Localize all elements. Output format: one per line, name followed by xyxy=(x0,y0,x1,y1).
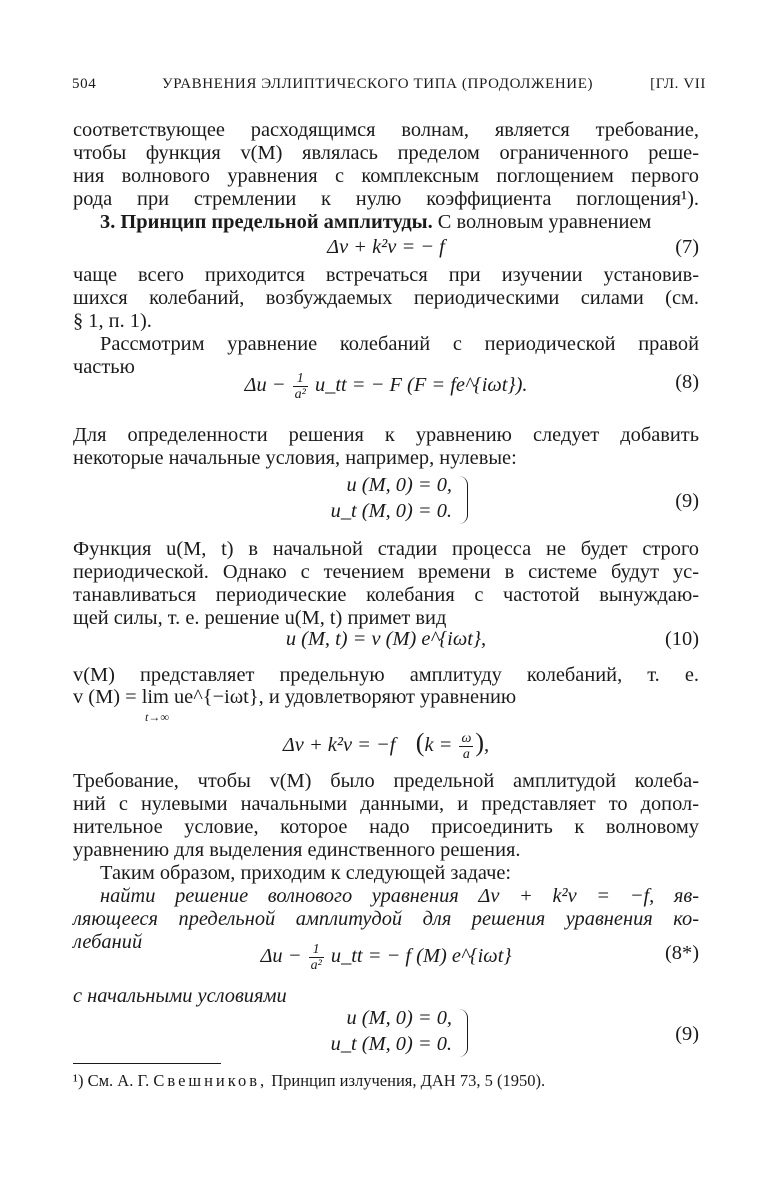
chapter-label: [ГЛ. VII xyxy=(650,76,706,92)
text-line xyxy=(73,211,699,234)
equation-number: (9) xyxy=(675,490,699,512)
condition-line: u (M, 0) = 0, xyxy=(346,1007,452,1029)
text-line: ния волнового уравнения с комплексным поглощением первого xyxy=(73,165,699,187)
text-line: шихся колебаний, возбуждаемых периодическими силами (см. xyxy=(73,287,699,309)
text-line: соответствующее расходящимся волнам, является требование, xyxy=(73,119,699,141)
system-9-repeat xyxy=(308,1007,468,1059)
equation-number: (8*) xyxy=(665,942,699,964)
text-line: частью xyxy=(73,356,135,378)
equation-body: Δv + k²v = −f (k = $\frac{\omega}{a}$ ), xyxy=(282,728,490,762)
page-number: 504 xyxy=(72,76,97,92)
fraction xyxy=(293,371,308,402)
fraction xyxy=(309,942,324,973)
footnote xyxy=(73,1071,699,1091)
equation-number: (9) xyxy=(675,1023,699,1045)
text-line: чаще всего приходится встречаться при изучении установив- xyxy=(73,264,699,286)
equation-lhs: Δu − xyxy=(260,945,307,968)
text-line: с начальными условиями xyxy=(73,985,287,1007)
text-line: § 1, п. 1). xyxy=(73,310,152,332)
section-heading-line xyxy=(73,211,699,234)
equation-7 xyxy=(73,236,699,260)
footnote-author: Свешников, xyxy=(153,1071,268,1090)
condition-line: u_t (M, 0) = 0. xyxy=(330,500,452,522)
condition-line: u (M, 0) = 0, xyxy=(346,474,452,496)
fraction-denominator: a² xyxy=(294,387,306,402)
system-9 xyxy=(308,474,468,526)
paragraph xyxy=(73,862,699,885)
text-line: Рассмотрим уравнение колебаний с периодической правой xyxy=(100,333,699,355)
equation-body: u (M, t) = v (M) e^{iωt}, xyxy=(285,628,487,650)
section-lead: С волновым уравнением xyxy=(432,211,652,233)
paragraph xyxy=(73,264,699,333)
equation-rhs: u_tt = − F (F = fe^{iωt}). xyxy=(309,374,528,397)
equation-8-star xyxy=(73,942,699,973)
equation-tail: , xyxy=(484,734,490,756)
right-brace xyxy=(457,476,468,524)
equation-body xyxy=(73,371,699,402)
text-line: рода при стремлении к нулю коэффициента поглощения¹). xyxy=(73,188,699,210)
footnote-prefix: См. А. Г. xyxy=(83,1071,154,1090)
running-header xyxy=(72,76,706,98)
section-title: 3. Принцип предельной амплитуды. xyxy=(100,211,433,233)
fraction-numerator: ω xyxy=(461,730,472,746)
equation-body xyxy=(73,942,699,973)
fraction-denominator: a xyxy=(462,746,470,762)
equation-number: (7) xyxy=(675,236,699,258)
equation-8 xyxy=(73,371,699,402)
paragraph xyxy=(73,119,699,211)
equation-body: Δv + k²v = − f xyxy=(327,236,445,258)
equation-number: (8) xyxy=(675,371,699,393)
equation-lhs: Δv + k²v = −f xyxy=(282,734,396,756)
footnote-rule xyxy=(73,1063,221,1064)
paragraph xyxy=(73,424,699,470)
paragraph-italic xyxy=(73,985,699,1008)
limit-text: v (M) = lim ue^{−iωt}, и удовлетворяют уравнению xyxy=(73,686,517,708)
text-line: нительное условие, которое надо присоединить к волновому xyxy=(73,816,699,838)
equation-rhs: u_tt = − f (M) e^{iωt} xyxy=(325,945,512,968)
text-line: v(M) представляет предельную амплитуду колебаний, т. е. xyxy=(73,664,699,686)
text-line: Для определенности решения к уравнению следует добавить xyxy=(73,424,699,446)
text-line: периодической. Однако с течением времени в системе будут ус- xyxy=(73,561,699,583)
text-line: ний с нулевыми начальными данными, и представляет то допол- xyxy=(73,793,699,815)
text-line: лебаний xyxy=(73,931,143,953)
text-line: танавливаться периодические колебания с частотой вынуждаю- xyxy=(73,584,699,606)
text-line: Функция u(M, t) в начальной стадии процесса не будет строго xyxy=(73,538,699,560)
condition-line: u_t (M, 0) = 0. xyxy=(330,1033,452,1055)
equation-lhs: Δu − xyxy=(244,374,291,397)
limit-line xyxy=(73,686,699,724)
text-line: уравнению для выделения единственного решения. xyxy=(73,839,521,861)
equation-helmholtz xyxy=(73,728,699,762)
fraction-numerator: 1 xyxy=(309,942,324,958)
text-line: Таким образом, приходим к следующей задаче: xyxy=(100,862,512,884)
text-line: некоторые начальные условия, например, нулевые: xyxy=(73,447,517,469)
paragraph xyxy=(73,770,699,862)
limit-subscript: t→∞ xyxy=(145,710,169,724)
k-label: k = xyxy=(424,734,458,756)
equation-number: (10) xyxy=(665,628,699,650)
fraction-denominator: a² xyxy=(310,958,322,973)
fraction-numerator: 1 xyxy=(293,371,308,387)
paragraph xyxy=(73,664,699,687)
paragraph xyxy=(73,538,699,630)
equation-10 xyxy=(73,628,699,652)
footnote-mark: ¹) xyxy=(73,1071,84,1090)
text-line: щей силы, т. е. решение u(M, t) примет вид xyxy=(73,607,447,629)
text-line: найти решение волнового уравнения Δv + k²v = −f, яв- xyxy=(100,885,699,907)
text-line: чтобы функция v(M) являлась пределом ограниченного реше- xyxy=(73,142,699,164)
footnote-reference: Принцип излучения, ДАН 73, 5 (1950). xyxy=(267,1071,546,1090)
text-line: ляющееся предельной амплитудой для решения уравнения ко- xyxy=(73,908,699,930)
fraction xyxy=(459,731,473,762)
text-line: Требование, чтобы v(M) было предельной амплитудой колеба- xyxy=(73,770,699,792)
right-brace xyxy=(457,1009,468,1057)
running-title: УРАВНЕНИЯ ЭЛЛИПТИЧЕСКОГО ТИПА (ПРОДОЛЖЕНИЕ) xyxy=(162,76,594,92)
